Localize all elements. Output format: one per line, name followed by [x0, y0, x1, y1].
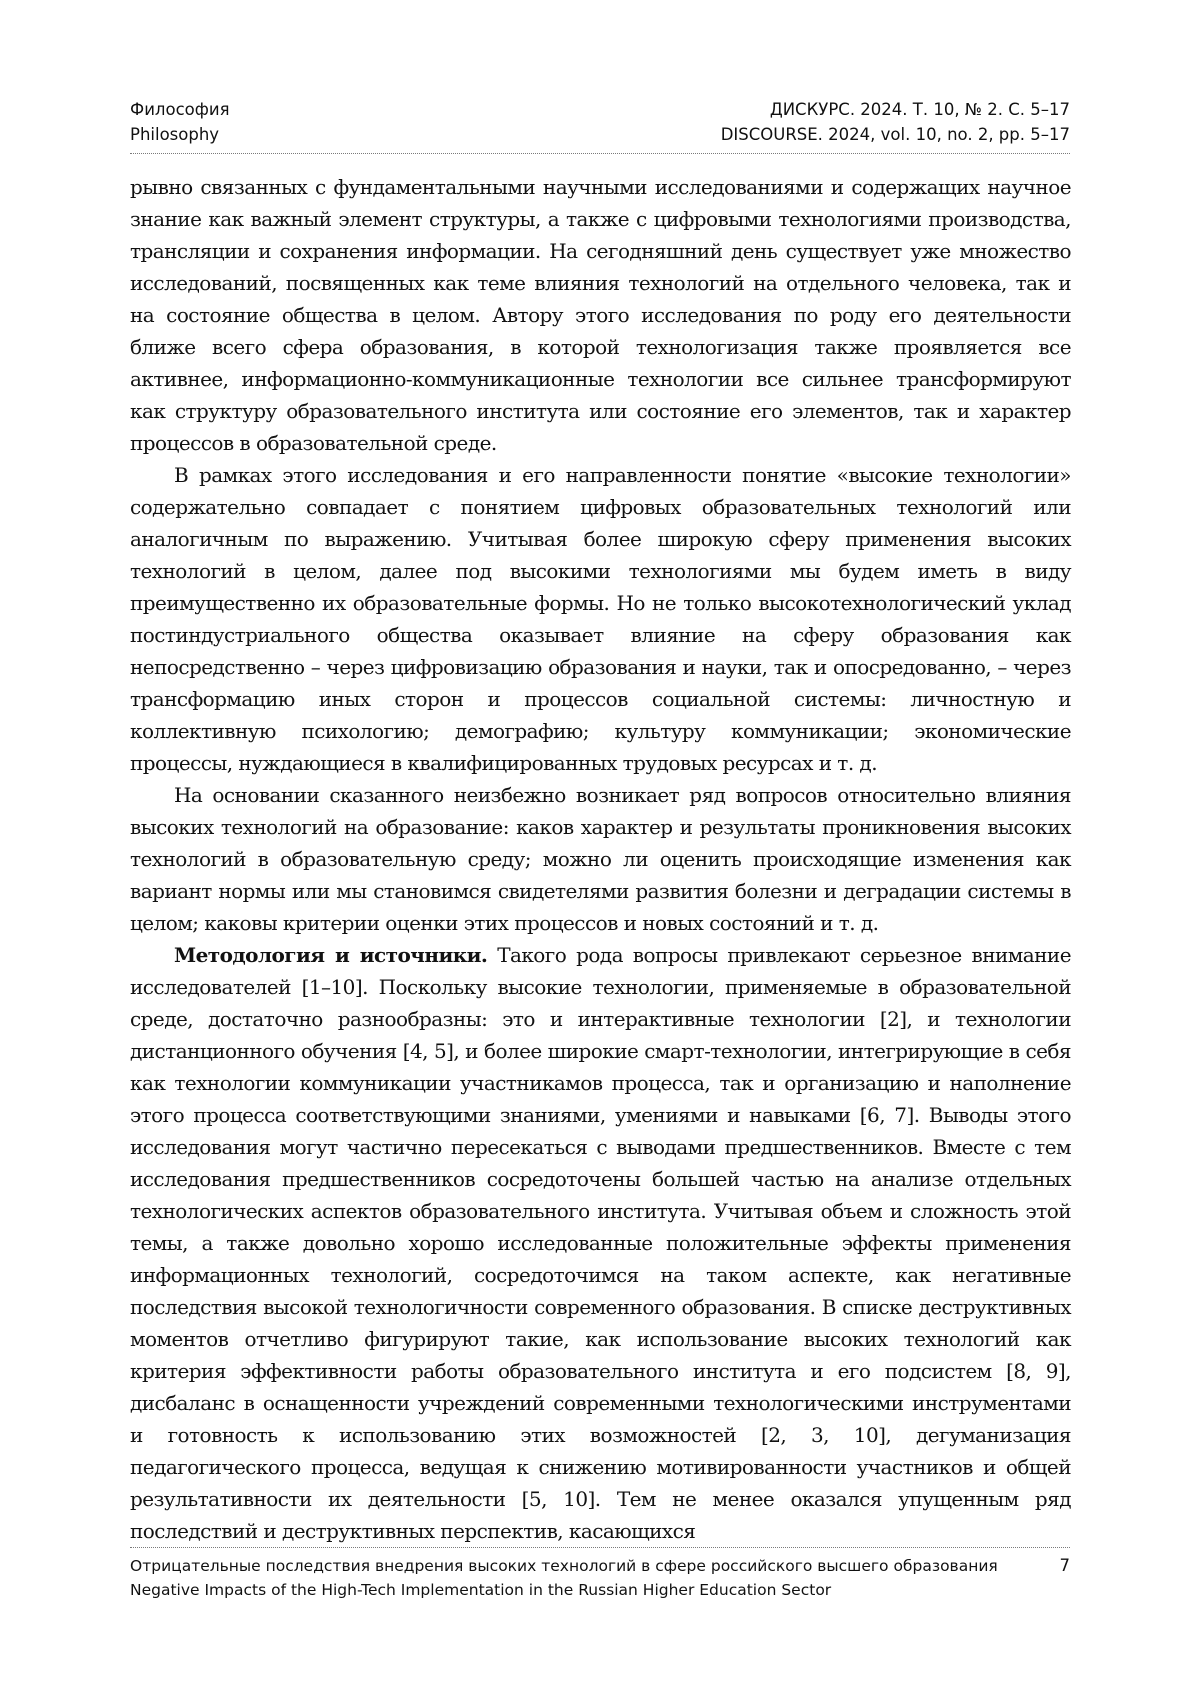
- section-name-ru: Философия: [130, 100, 230, 119]
- paragraph-methodology: [130, 939, 1071, 1547]
- paragraph-questions: На основании сказанного неизбежно возникает ряд вопросов относительно влияния высоких технологий на образование: каков характер и результаты проникновения высоких технологий в образовательную среду; можно ли оценить происходящие изменения как вариант нормы или мы становимся свидетелями развития болезни и деградации системы в целом; каковы критерии оценки этих процессов и новых состояний и т. д.: [130, 783, 1071, 935]
- running-footer: [130, 1547, 1070, 1602]
- article-title-en: Negative Impacts of the High-Tech Implementation in the Russian Higher Education Sector: [130, 1581, 832, 1599]
- running-header: [130, 97, 1070, 154]
- citation-en: DISCOURSE. 2024, vol. 10, no. 2, pp. 5–17: [720, 125, 1070, 144]
- journal-section: [130, 97, 230, 147]
- paragraph-high-tech-definition: В рамках этого исследования и его направленности понятие «высокие технологии» содержательно совпадает с понятием цифровых образовательных технологий или аналогичным по выражению. Учитывая более широкую сферу применения высоких технологий в целом, далее под высокими технологиями мы будем иметь в виду преимущественно их образовательные формы. Но не только высокотехнологический уклад постиндустриального общества оказывает влияние на сферу образования как непосредственно – через цифровизацию образования и науки, так и опосредованно, – через трансформацию иных сторон и процессов социальной системы: личностную и коллективную психологию; демографию; культуру коммуникации; экономические процессы, нуждающиеся в квалифицированных трудовых ресурсах и т. д.: [130, 463, 1071, 775]
- methodology-text: Такого рода вопросы привлекают серьезное внимание исследователей [1–10]. Поскольку высокие технологии, применяемые в образовательной среде, достаточно разнообразны: это и интерактивные технологии [2], и технологии дистанционного обучения [4, 5], и более широкие смарт-технологии, интегрирующие в себя как технологии коммуникации участникамов процесса, так и организацию и наполнение этого процесса соответствующими знаниями, умениями и навыками [6, 7]. Выводы этого исследования могут частично пересекаться с выводами предшественников. Вместе с тем исследования предшественников сосредоточены большей частью на анализе отдельных технологических аспектов образовательного института. Учитывая объем и сложность этой темы, а также довольно хорошо исследованные положительные эффекты применения информационных технологий, сосредоточимся на таком аспекте, как негативные последствия высокой технологичности современного образования. В списке деструктивных моментов отчетливо фигурируют такие, как использование высоких технологий как критерия эффективности работы образовательного института и его подсистем [8, 9], дисбаланс в оснащенности учреждений современными технологическими инструментами и готовность к использованию этих возможностей [2, 3, 10], дегуманизация педагогического процесса, ведущая к снижению мотивированности участников и общей результативности их деятельности [5, 10]. Тем не менее оказался упущенным ряд последствий и деструктивных перспектив, касающихся: [130, 943, 1071, 1543]
- article-title-ru: Отрицательные последствия внедрения высоких технологий в сфере российского высшего образования: [130, 1557, 998, 1575]
- journal-citation: [721, 97, 1070, 147]
- article-titles: [130, 1554, 1030, 1602]
- paragraph-continued: рывно связанных с фундаментальными научными исследованиями и содержащих научное знание как важный элемент структуры, а также с цифровыми технологиями производства, трансляции и сохранения информации. На сегодняшний день существует уже множество исследований, посвященных как теме влияния технологий на отдельного человека, так и на состояние общества в целом. Автору этого исследования по роду его деятельности ближе всего сфера образования, в которой технологизация также проявляется все активнее, информационно-коммуникационные технологии все сильнее трансформируют как структуру образовательного института или состояние его элементов, так и характер процессов в образовательной среде.: [130, 175, 1071, 455]
- section-name-en: Philosophy: [130, 125, 220, 144]
- article-body: [130, 171, 1071, 1547]
- citation-ru: ДИСКУРС. 2024. Т. 10, № 2. С. 5–17: [769, 100, 1070, 119]
- methodology-heading: Методология и источники.: [174, 943, 488, 967]
- page-number: 7: [1059, 1556, 1070, 1575]
